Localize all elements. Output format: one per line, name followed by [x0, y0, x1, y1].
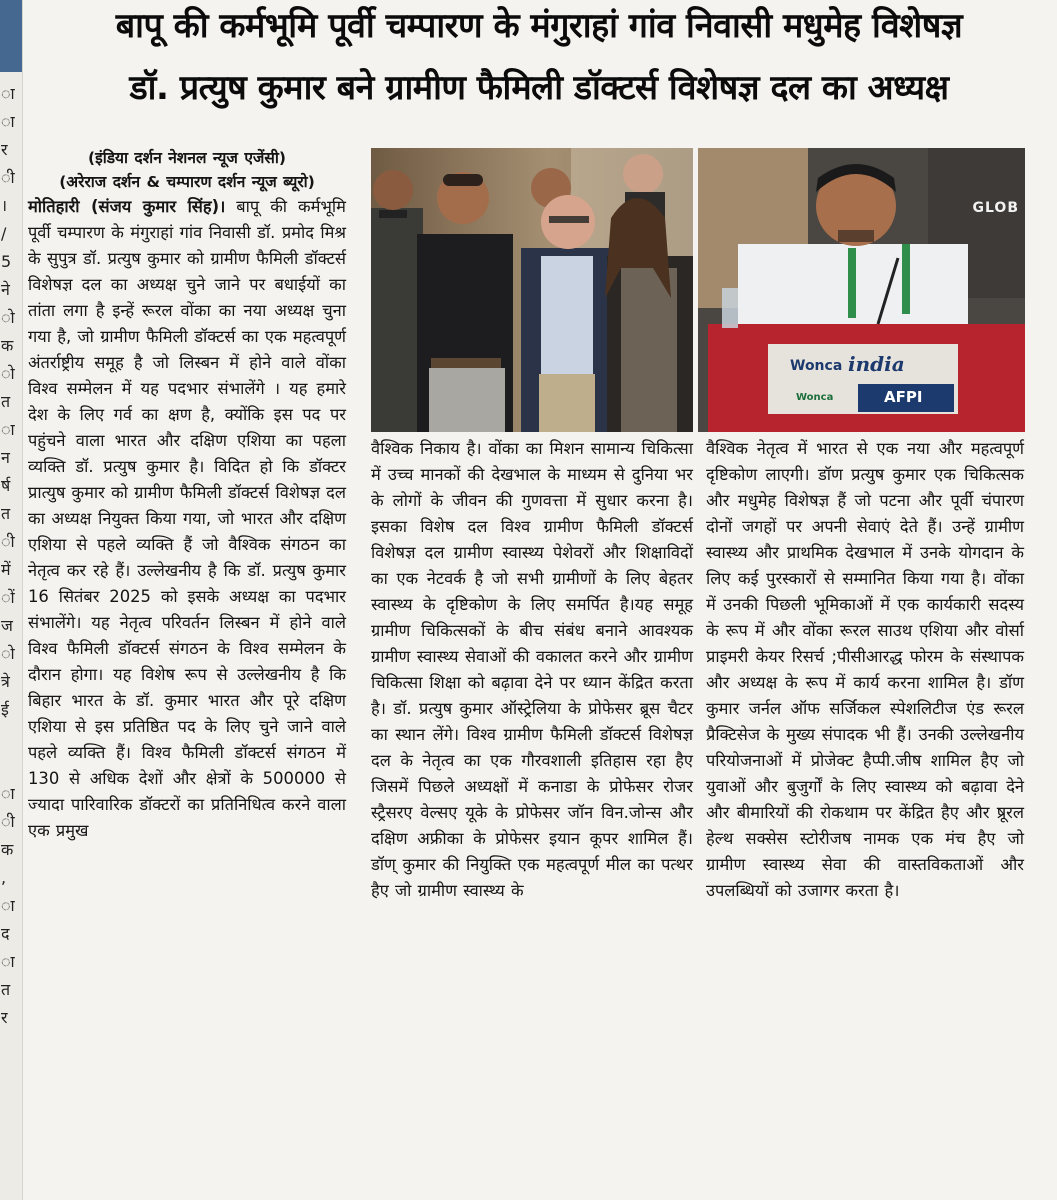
margin-fragment: ज [1, 616, 13, 635]
margin-fragment: ा [1, 112, 15, 131]
headline-line-2: डॉ. प्रत्युष कुमार बने ग्रामीण फैमिली डॉक्टर्स विशेषज्ञ दल का अध्यक्ष [129, 68, 949, 108]
margin-photo-fragment [0, 0, 22, 72]
margin-fragment: ई [1, 700, 9, 719]
margin-fragment: ो [1, 644, 15, 663]
margin-fragment: / [1, 224, 7, 243]
margin-fragment: ों [1, 588, 15, 607]
podium-brand: Wonca [790, 358, 843, 374]
margin-fragment: ा [1, 84, 15, 103]
margin-fragment: ा [1, 420, 15, 439]
margin-fragment: ी [1, 812, 15, 831]
margin-fragment: त [1, 504, 11, 523]
dateline: मोतिहारी (संजय कुमार सिंह)। [28, 197, 226, 216]
article-column-1 [28, 146, 346, 844]
group-photo [371, 148, 693, 432]
article-text-col1: बापू की कर्मभूमि पूर्वी चम्पारण के मंगुराहां गांव निवासी डॉ. प्रमोद मिश्र के सुपुत्र डॉ. प्रत्युष कुमार को ग्रामीण फैमिली डॉक्टर्स विशेषज्ञ दल का अध्यक्ष चुने जाने पर बधाईयों का तांता लगा है इन्हें रूरल वोंका का नया अध्यक्ष चुना गया है, जो ग्रामीण फैमिली डॉक्टर्स का एक महत्वपूर्ण अंतर्राष्ट्रीय समूह है जो लिस्बन में होने वाले वोंका विश्व सम्मेलन में यह पदभार संभालेंगे । यह हमारे देश के लिए गर्व का क्षण है, क्योंकि इस पद पर पहुंचने वाला भारत और दक्षिण एशिया का पहला व्यक्ति डॉ. प्रत्युष कुमार है। विदित हो कि डॉक्टर प्रात्युष कुमार को ग्रामीण फैमिली डॉक्टर्स विशेषज्ञ दल का अध्यक्ष नियुक्त किया गया, जो भारत और दक्षिण एशिया से पहले व्यक्ति हैं जो वैश्विक संगठन का नेतृत्व कर रहे हैं। उल्लेखनीय है कि डॉ. प्रत्युष कुमार 16 सितंबर 2025 को इसके अध्यक्ष का पदभार संभालेंगे। यह नेतृत्व परिवर्तन लिस्बन में होने वाले विश्व फैमिली डॉक्टर्स संगठन के विश्व सम्मेलन के दौरान होगा। यह विशेष रूप से उल्लेखनीय है कि बिहार भारत के डॉ. कुमार भारत और पूरे दक्षिण एशिया से इस प्रतिष्ठित पद के लिए चुने जाने वाले पहले व्यक्ति हैं। विश्व फैमिली डॉक्टर्स संगठन में 130 से अधिक देशों और क्षेत्रों के 500000 से ज्यादा पारिवारिक डॉक्टरों का प्रतिनिधित्व करने वाला एक प्रमुख [28, 197, 346, 840]
margin-fragment: ने [1, 280, 10, 299]
margin-fragment: त [1, 980, 11, 999]
headline-line-1: बापू की कर्मभूमि पूर्वी चम्पारण के मंगुराहां गांव निवासी मधुमेह विशेषज्ञ [115, 6, 963, 46]
margin-fragment: 5 [1, 252, 12, 271]
margin-fragment: ा [1, 896, 15, 915]
podium-org: AFPI [884, 388, 923, 406]
margin-fragment: त [1, 392, 11, 411]
margin-fragment: ा [1, 952, 15, 971]
margin-fragment: क [1, 336, 14, 355]
article-column-3: वैश्विक नेतृत्व में भारत से एक नया और महत्वपूर्ण दृष्टिकोण लाएगी। डॉण प्रत्युष कुमार एक चिकित्सक और मधुमेह विशेषज्ञ हैं जो पटना और पूर्वी चंपारण दोनों जगहों पर अपनी सेवाएं देते हैं। उन्हें ग्रामीण स्वास्थ्य और प्राथमिक देखभाल में उनके योगदान के लिए कई पुरस्कारों से सम्मानित किया गया है। वोंका में उनकी पिछली भूमिकाओं में एक कार्यकारी सदस्य के रूप में और वोंका रूरल साउथ एशिया और वोर्सा प्राइमरी केयर रिसर्च ;पीसीआरद्ध फोरम के संस्थापक और अध्यक्ष के रूप में कार्य करना शामिल है। डॉण कुमार जर्नल ऑफ सर्जिकल स्पेशलिटीज एंड रूरल प्रैक्टिसेज के मुख्य संपादक भी हैं। उनकी उल्लेखनीय परियोजनाओं में प्रोजेक्ट हैप्पी.जीष शामिल हैए जो युवाओं और बुजुर्गों के लिए स्वास्थ्य को बढ़ावा देने और बीमारियों की रोकथाम पर केंद्रित हैए और ष्रूरल हेल्थ सक्सेस स्टोरीजष नामक एक मंच हैए जो ग्रामीण स्वास्थ्य सेवा की वास्तविकताओं और उपलब्धियों को उजागर करता है। [706, 439, 1024, 900]
margin-fragment: क [1, 840, 14, 859]
article-column-2: वैश्विक निकाय है। वोंका का मिशन सामान्य चिकित्सा में उच्च मानकों की देखभाल के माध्यम से दुनिया भर के लोगों के जीवन की गुणवत्ता में सुधार करना है।इसका विशेष दल विश्व ग्रामीण फैमिली डॉक्टर्स विशेषज्ञ दल ग्रामीण स्वास्थ्य पेशेवरों और शिक्षाविदों का एक नेटवर्क है जो सभी ग्रामीणों के लिए बेहतर स्वास्थ्य के दृष्टिकोण के लिए समर्पित है।यह समूह ग्रामीण चिकित्सकों के बीच संबंध बनाने आवश्यक ग्रामीण स्वास्थ्य सेवाओं की वकालत करने और ग्रामीण चिकित्सा शिक्षा को बढ़ावा देने पर ध्यान केंद्रित करता है। डॉ. प्रत्युष कुमार ऑस्ट्रेलिया के प्रोफेसर ब्रूस चैटर का स्थान लेंगे। विश्व ग्रामीण फैमिली डॉक्टर्स विशेषज्ञ दल के नेतृत्व का एक गौरवशाली इतिहास रहा हैए जिसमें पिछले अध्यक्षों में कनाडा के प्रोफेसर रोजर स्ट्रैसरए वेल्सए यूके के प्रोफेसर जॉन विन.जोन्स और दक्षिण अफ्रीका के प्रोफेसर इयान कूपर शामिल हैं। डॉण् कुमार की नियुक्ति एक महत्वपूर्ण मील का पत्थर हैए जो ग्रामीण स्वास्थ्य के [371, 439, 693, 900]
podium-country: india [848, 352, 905, 376]
margin-fragment: द [1, 924, 10, 943]
margin-fragment: र [1, 1008, 8, 1027]
margin-fragment: ी [1, 168, 15, 187]
podium-small-logo: Wonca [796, 392, 834, 403]
margin-fragment: ा [1, 784, 15, 803]
margin-fragment: ो [1, 308, 15, 327]
margin-fragment: ो [1, 364, 15, 383]
left-margin-strip [0, 0, 23, 1200]
margin-fragment: त्रे [1, 672, 10, 691]
margin-fragment: न [1, 448, 10, 467]
byline-bureau: (अरेराज दर्शन & चम्पारण दर्शन न्यूज ब्यूरो) [59, 173, 315, 191]
banner-text: GLOB [972, 200, 1019, 216]
byline-agency: (इंडिया दर्शन नेशनल न्यूज एजेंसी) [88, 149, 286, 167]
speaker-photo [698, 148, 1025, 432]
margin-fragment: , [1, 868, 7, 887]
margin-fragment: में [1, 560, 11, 579]
margin-fragment: र [1, 140, 8, 159]
margin-fragment: । [1, 196, 8, 215]
margin-fragment: ी [1, 532, 15, 551]
margin-fragment: र्ष [1, 476, 11, 495]
